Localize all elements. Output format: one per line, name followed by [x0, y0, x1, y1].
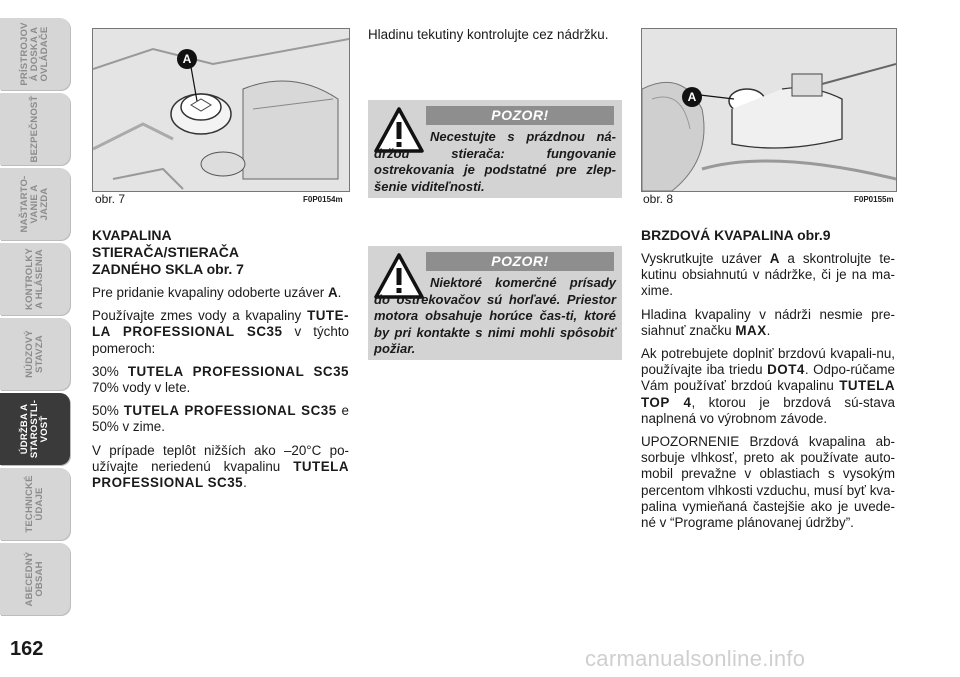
- tab-label: BEZPEČNOSŤ: [29, 95, 40, 163]
- figure-8-image: [641, 28, 897, 192]
- section-heading: [92, 227, 349, 278]
- tab-label: ÚDRŽBA A STAROSTLI- VOSŤ: [19, 399, 50, 459]
- washer-fluid-section: [92, 227, 349, 498]
- tab-label: TECHNICKÉ ÚDAJE: [24, 475, 45, 533]
- tab-label: KONTROLKY A HLÁSENIA: [24, 248, 45, 310]
- warning-text: Niektoré komerčné prísady do ostrekovačov sú horľavé. Priestor motora obsahuje horúce čas-ti, ktoré by pri kontakte s nimi mohli spôsobiť požiar.: [374, 275, 616, 356]
- figure-8-code: F0P0155m: [854, 195, 894, 204]
- paragraph: 50% TUTELA PROFESSIONAL SC35 e 50% v zime.: [92, 403, 349, 435]
- tab-pristrojova-doska[interactable]: [0, 18, 70, 90]
- callout-a: A: [177, 49, 197, 69]
- tab-udrzba[interactable]: [0, 393, 70, 465]
- warning-text: Necestujte s prázdnou ná-držou stierača: fungovanie ostrekovania je podstatné pre zlep-šenie viditeľnosti.: [374, 129, 616, 194]
- paragraph: V prípade teplôt nižších ako –20°C po-užívajte neriedenú kvapalinu TUTELA PROFESSIONAL SC35.: [92, 442, 349, 491]
- tab-bezpecnost[interactable]: [0, 93, 70, 165]
- middle-intro: Hladinu tekutiny kontrolujte cez nádržku.: [368, 27, 609, 42]
- warning-title: POZOR!: [426, 252, 614, 271]
- figure-7-image: [92, 28, 350, 192]
- engine-reservoir-drawing: [93, 29, 349, 191]
- heading-figure-ref: obr. 7: [206, 261, 244, 277]
- page-number: 162: [10, 638, 44, 660]
- section-heading: [641, 227, 895, 244]
- tab-label: NAŠTARTO- VANIE A JAZDA: [19, 175, 50, 233]
- tab-abecedny-obsah[interactable]: [0, 543, 70, 615]
- paragraph: Pre pridanie kvapaliny odoberte uzáver A.: [92, 285, 342, 300]
- tab-label: PRÍSTROJOV Á DOSKA A OVLÁDAČE: [19, 22, 50, 86]
- watermark: carmanualsonline.info: [585, 646, 806, 671]
- tab-label: NÚDZOVÝ STAVZA: [24, 330, 45, 378]
- heading-line: STIERAČA/STIERAČA: [92, 244, 240, 260]
- paragraph: Používajte zmes vody a kvapaliny TUTE-LA PROFESSIONAL SC35 v týchto pomeroch:: [92, 308, 349, 356]
- warning-box-2: [368, 246, 622, 360]
- paragraph: Hladina kvapaliny v nádrži nesmie pre-siahnuť značku MAX.: [641, 306, 895, 338]
- brake-reservoir-drawing: [642, 29, 896, 191]
- paragraph: Vyskrutkujte uzáver A a skontrolujte te-kutinu obsiahnutú v nádržke, či je na ma-xime.: [641, 251, 895, 299]
- tab-technicke-udaje[interactable]: [0, 468, 70, 540]
- heading-line: ZADNÉHO SKLA: [92, 261, 203, 277]
- brake-fluid-section: [641, 227, 895, 538]
- warning-box-1: [368, 100, 622, 198]
- paragraph: UPOZORNENIE Brzdová kvapalina ab-sorbuje vlhkosť, preto ak používate auto-mobil prevažne v oblastiach s vysokým percentom vlhkosti vzduchu, musí byť kva-palina vymieňaná častejšie ako je uvede-né v “Programe plánovanej údržby”.: [641, 434, 895, 531]
- tab-kontrolky[interactable]: [0, 243, 70, 315]
- heading-line: KVAPALINA: [92, 227, 172, 243]
- tab-nudzovy-stav[interactable]: [0, 318, 70, 390]
- tab-label: ABECEDNÝ OBSAH: [24, 551, 45, 607]
- figure-7-caption: obr. 7: [95, 192, 126, 206]
- callout-a: A: [682, 87, 702, 107]
- figure-7-code: F0P0154m: [303, 195, 343, 204]
- heading-line: BRZDOVÁ KVAPALINA: [641, 227, 794, 243]
- paragraph: Ak potrebujete doplniť brzdovú kvapali-nu, používajte iba triedu DOT4. Odpo-rúčame Vám používať brzdoú kvapalinu TUTELA TOP 4, ktorou je brzdová sú-stava naplnená vo výrobnom závode.: [641, 346, 895, 426]
- figure-8-caption: obr. 8: [643, 192, 674, 206]
- heading-figure-ref: obr.9: [797, 227, 831, 243]
- paragraph: 30% TUTELA PROFESSIONAL SC35 70% vody v lete.: [92, 363, 349, 396]
- tab-nastartovanie[interactable]: [0, 168, 70, 240]
- warning-title: POZOR!: [426, 106, 614, 125]
